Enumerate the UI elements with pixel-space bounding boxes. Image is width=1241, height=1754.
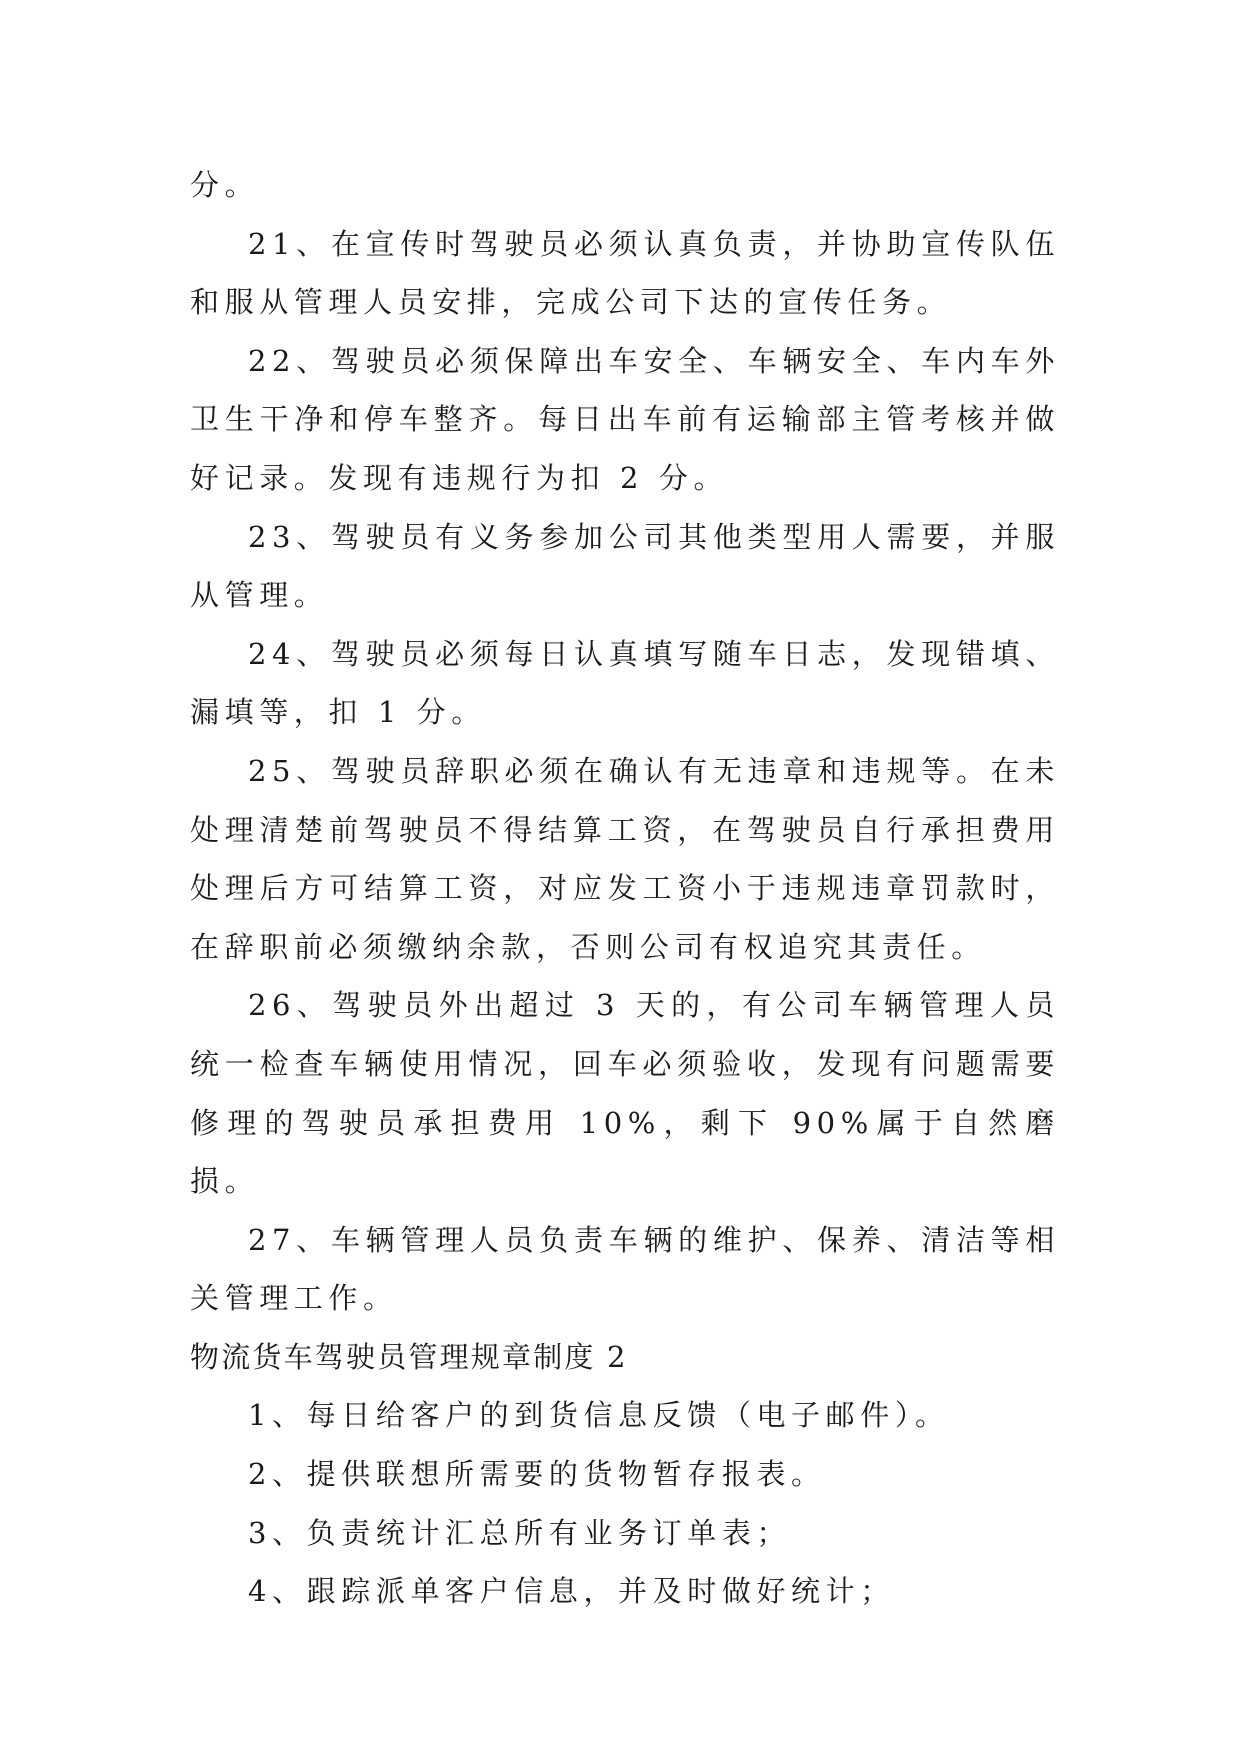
paragraph-item-27: 27、车辆管理人员负责车辆的维护、保养、清洁等相关管理工作。 bbox=[190, 1222, 1060, 1316]
list-item-3: 3、负责统计汇总所有业务订单表； bbox=[248, 1515, 792, 1550]
paragraph-item-21: 21、在宣传时驾驶员必须认真负责，并协助宣传队伍和服从管理人员安排，完成公司下达的宣传任务。 bbox=[190, 226, 1060, 320]
list-item-1: 1、每日给客户的到货信息反馈（电子邮件）。 bbox=[248, 1398, 950, 1433]
document-page bbox=[190, 156, 1060, 1621]
paragraph-item-22: 22、驾驶员必须保障出车安全、车辆安全、车内车外卫生干净和停车整齐。每日出车前有运输部主管考核并做好记录。发现有违规行为扣 2 分。 bbox=[190, 343, 1060, 495]
paragraph-item-23: 23、驾驶员有义务参加公司其他类型用人需要，并服从管理。 bbox=[190, 519, 1060, 613]
list-item-4: 4、跟踪派单客户信息，并及时做好统计； bbox=[248, 1574, 895, 1609]
paragraph-item-26: 26、驾驶员外出超过 3 天的，有公司车辆管理人员统一检查车辆使用情况，回车必须验收，发现有问题需要修理的驾驶员承担费用 10%，剩下 90%属于自然磨损。 bbox=[190, 988, 1060, 1199]
list-item-2: 2、提供联想所需要的货物暂存报表。 bbox=[248, 1457, 826, 1492]
paragraph-item-25: 25、驾驶员辞职必须在确认有无违章和违规等。在未处理清楚前驾驶员不得结算工资，在驾驶员自行承担费用处理后方可结算工资，对应发工资小于违规违章罚款时，在辞职前必须缴纳余款，否则公司有权追究其责任。 bbox=[190, 753, 1060, 964]
paragraph-item-24: 24、驾驶员必须每日认真填写随车日志，发现错填、漏填等，扣 1 分。 bbox=[190, 636, 1060, 730]
section-heading: 物流货车驾驶员管理规章制度 2 bbox=[190, 1339, 628, 1374]
paragraph-continuation: 分。 bbox=[190, 168, 260, 202]
